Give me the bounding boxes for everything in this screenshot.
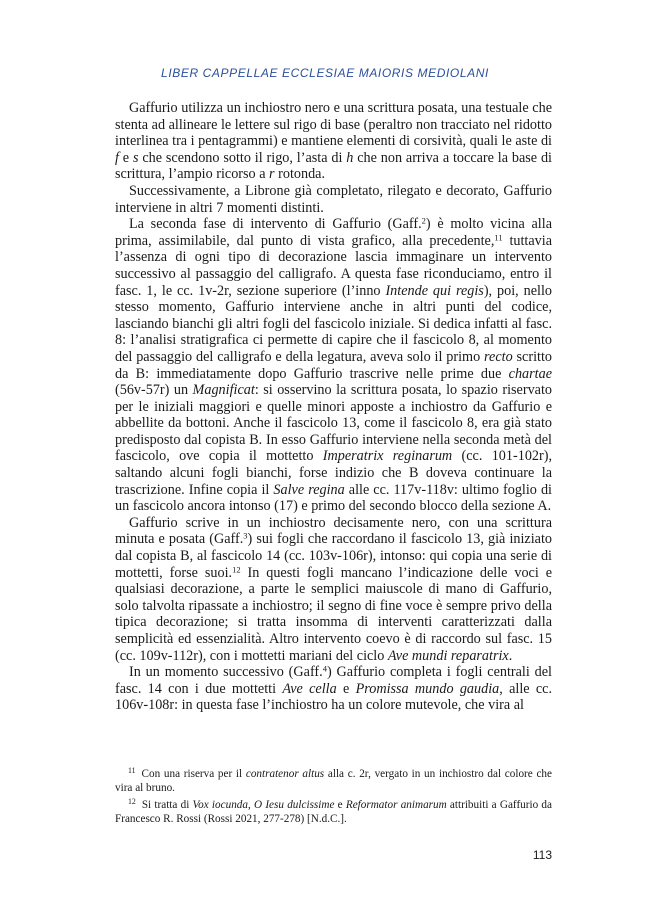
italic-text: chartae xyxy=(508,365,552,382)
text-run: Successivamente, a Librone già completato, rilegato e decorato, Gaffurio interviene in altri 7 momenti distinti. xyxy=(115,182,552,216)
text-run: Con una riserva per il xyxy=(141,768,246,780)
italic-text: Reformator animarum xyxy=(345,799,447,811)
main-text xyxy=(115,100,552,714)
text-run: Gaffurio utilizza un inchiostro nero e una scrittura posata, una testuale che stenta ad allineare le lettere sul rigo di base (peraltro non tracciato nel ridotto interlinea tra i pentagrammi) e mantiene elementi di corsività, quali le aste di xyxy=(115,100,552,150)
text-run: : si osservino la scrittura posata, lo spazio riservato per le iniziali maggiori e quelle minori apposte a inchiostro da Gaffurio e abbellite da bottoni. Anche il fascicolo 13, come il fascicolo 8, era già stato predisposto dal copista B. In esso Gaffurio interviene nella seconda metà del fascicolo, ove copia il mottetto xyxy=(115,382,552,465)
text-run: In questi fogli mancano l’indicazione delle voci e qualsiasi decorazione, a parte le semplici maiuscole di mano di Gaffurio, solo talvolta ripassate a inchiostro; il segno di fine voce è sempre privo della tipica decorazione; si tratta insomma di interventi caratterizzati dalla semplicità ed essenzialità. Altro intervento coevo è di raccordo sul fasc. 15 (cc. 109v-112r), con i mottetti mariani del ciclo xyxy=(115,564,552,664)
text-run: In un momento successivo (Gaff. xyxy=(129,664,323,681)
italic-text: Imperatrix reginarum xyxy=(322,448,453,465)
footnote xyxy=(115,798,552,826)
running-header: LIBER CAPPELLAE ECCLESIAE MAIORIS MEDIOLANI xyxy=(161,66,489,80)
footnote-ref: 3 xyxy=(243,530,248,541)
italic-text: contratenor altus xyxy=(245,768,325,780)
italic-text: Ave mundi reparatrix xyxy=(387,647,509,664)
footnote-ref: 12 xyxy=(232,563,241,574)
footnote-ref: 2 xyxy=(421,215,426,226)
text-run: scritto da B: immediatamente dopo Gaffurio trascrive nelle prime due xyxy=(115,348,552,382)
text-run: tuttavia l’assenza di ogni tipo di decorazione lascia immaginare un intervento successivo al passaggio del calligrafo. A questa fase riconduciamo, entro il fasc. 1, le cc. 1v-2r, sezione superiore (l’inno xyxy=(115,232,552,299)
paragraph xyxy=(115,664,552,714)
italic-text: s xyxy=(132,149,139,166)
text-run: La seconda fase di intervento di Gaffurio (Gaff. xyxy=(129,216,422,233)
italic-text: recto xyxy=(484,348,513,365)
text-run: che non arriva a toccare la base di scrittura, l’ampio ricorso a xyxy=(115,149,552,183)
text-run: ), poi, nello stesso momento, Gaffurio interviene anche in altri punti del codice, lasciando bianchi gli altri fogli del fascicolo iniziale. Si dedica infatti al fasc. 8: l’analisi stratigrafica ci permette di capire che il fascicolo 8, al momento del passaggio del calligrafo e della legatura, aveva solo il primo xyxy=(115,282,552,365)
footnote-number: 11 xyxy=(128,766,136,776)
text-run: ) Gaffurio completa i fogli centrali del fasc. 14 con i due mottetti xyxy=(115,664,552,697)
footnote-ref: 11 xyxy=(494,232,503,243)
text-run: ) sui fogli che raccordano il fascicolo 13, già iniziato dal copista B, al fascicolo 14 (cc. 103v-106r), intonso: qui copia una serie di mottetti, forse suoi. xyxy=(115,531,552,581)
text-run: e xyxy=(334,799,346,811)
text-run: e xyxy=(118,149,133,166)
italic-text: h xyxy=(346,149,354,166)
footnotes xyxy=(115,767,552,829)
text-run: che scendono sotto il rigo, l’asta di xyxy=(138,149,347,166)
footnote-number: 12 xyxy=(128,797,136,807)
text-run: . xyxy=(508,647,513,664)
paragraph xyxy=(115,216,552,515)
text-run: (cc. 101-102r), saltando alcuni fogli bianchi, forse indizio che B doveva continuare la trascrizione. Infine copia il xyxy=(115,448,552,498)
italic-text: Magnificat xyxy=(192,382,255,399)
footnote xyxy=(115,767,552,795)
italic-text: Salve regina xyxy=(273,481,345,498)
text-run: Si tratta di xyxy=(141,799,193,811)
italic-text: O Iesu dulcissime xyxy=(254,799,335,811)
text-run: Gaffurio scrive in un inchiostro decisamente nero, con una scrittura minuta e posata (Gaff. xyxy=(115,514,552,548)
paragraph xyxy=(115,515,552,664)
text-run: e xyxy=(336,680,356,697)
text-run: ) è molto vicina alla prima, assimilabile, dal punto di vista grafico, alla precedente, xyxy=(115,216,552,249)
italic-text: r xyxy=(269,166,275,183)
text-run: alle cc. 117v-118v: ultimo foglio di un fascicolo ancora intonso (17) e primo del secondo blocco della sezione A. xyxy=(115,481,552,515)
footnote-ref: 4 xyxy=(322,663,327,674)
italic-text: Ave cella xyxy=(282,680,337,697)
text-run: , alle cc. 106v-108r: in questa fase l’inchiostro ha un colore mutevole, che vira al xyxy=(115,680,552,714)
italic-text: Intende qui regis xyxy=(385,282,484,299)
text-run: (56v-57r) un xyxy=(115,382,193,399)
paragraph xyxy=(115,183,552,216)
text-run: rotonda. xyxy=(274,166,326,183)
italic-text: f xyxy=(115,149,119,166)
page-number: 113 xyxy=(532,848,552,862)
italic-text: Promissa mundo gaudia xyxy=(355,680,500,697)
paragraph xyxy=(115,100,552,183)
text-run: , xyxy=(247,799,255,811)
text-run: alla c. 2r, vergato in un inchiostro dal colore che vira al bruno. xyxy=(115,768,552,794)
text-run: attribuiti a Gaffurio da Francesco R. Rossi (Rossi 2021, 277-278) [N.d.C.]. xyxy=(115,799,552,825)
italic-text: Vox iocunda xyxy=(192,799,248,811)
